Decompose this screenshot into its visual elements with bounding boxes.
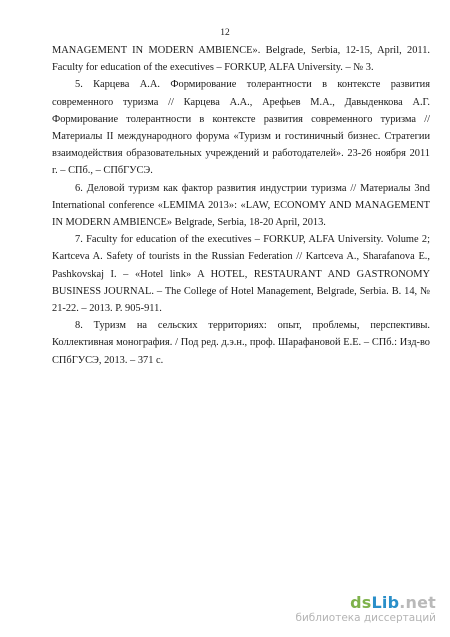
reference-item-5: 5. Карцева А.А. Формирование толерантности в контексте развития современного туризма // Карцева А.А., Арефьев М.А., Давыденкова А.Г. Формирование толерантности в контексте развития современного туризма // Материалы II международного форума «Туризм и гостиничный бизнес. Стратегии взаимодействия образовательных учреждений и работодателей». 23-26 ноября 2011 г. – СПб., – СПбГУСЭ. — [52, 79, 430, 177]
document-body — [52, 42, 430, 369]
reference-item-7: 7. Faculty for education of the executives – FORKUP, ALFA University. Volume 2; Kartceva A. Safety of tourists in the Russian Federation // Kartceva A., Sharafanova E., Pashkovskaj I. – «Hotel link» A HOTEL, RESTAURANT AND GASTRONOMY BUSINESS JOURNAL. – The College of Hotel Management, Belgrade, Serbia. B. 14, № 21-22. – 2013. P. 905-911. — [52, 234, 430, 315]
dslib-logo: dsLib.net — [350, 593, 436, 612]
page-number: 12 — [220, 28, 230, 38]
dslib-watermark — [295, 595, 436, 625]
reference-item-6: 6. Деловой туризм как фактор развития индустрии туризма // Материалы 3nd International conference «LEMIMA 2013»: «LAW, ECONOMY AND MANAGEMENT IN MODERN AMBIENCE» Belgrade, Serbia, 18-20 April, 2013. — [52, 182, 430, 229]
reference-continuation: MANAGEMENT IN MODERN AMBIENCE». Belgrade, Serbia, 12-15, April, 2011. Faculty for education of the executives – FORKUP, ALFA University. – № 3. — [52, 45, 430, 74]
watermark-subtitle: библиотека диссертаций — [295, 612, 436, 624]
reference-item-8: 8. Туризм на сельских территориях: опыт, проблемы, перспективы. Коллективная монография. / Под ред. д.э.н., проф. Шарафановой Е.Е. – СПб.: Изд-во СПбГУСЭ, 2013. – 371 с. — [52, 320, 430, 366]
